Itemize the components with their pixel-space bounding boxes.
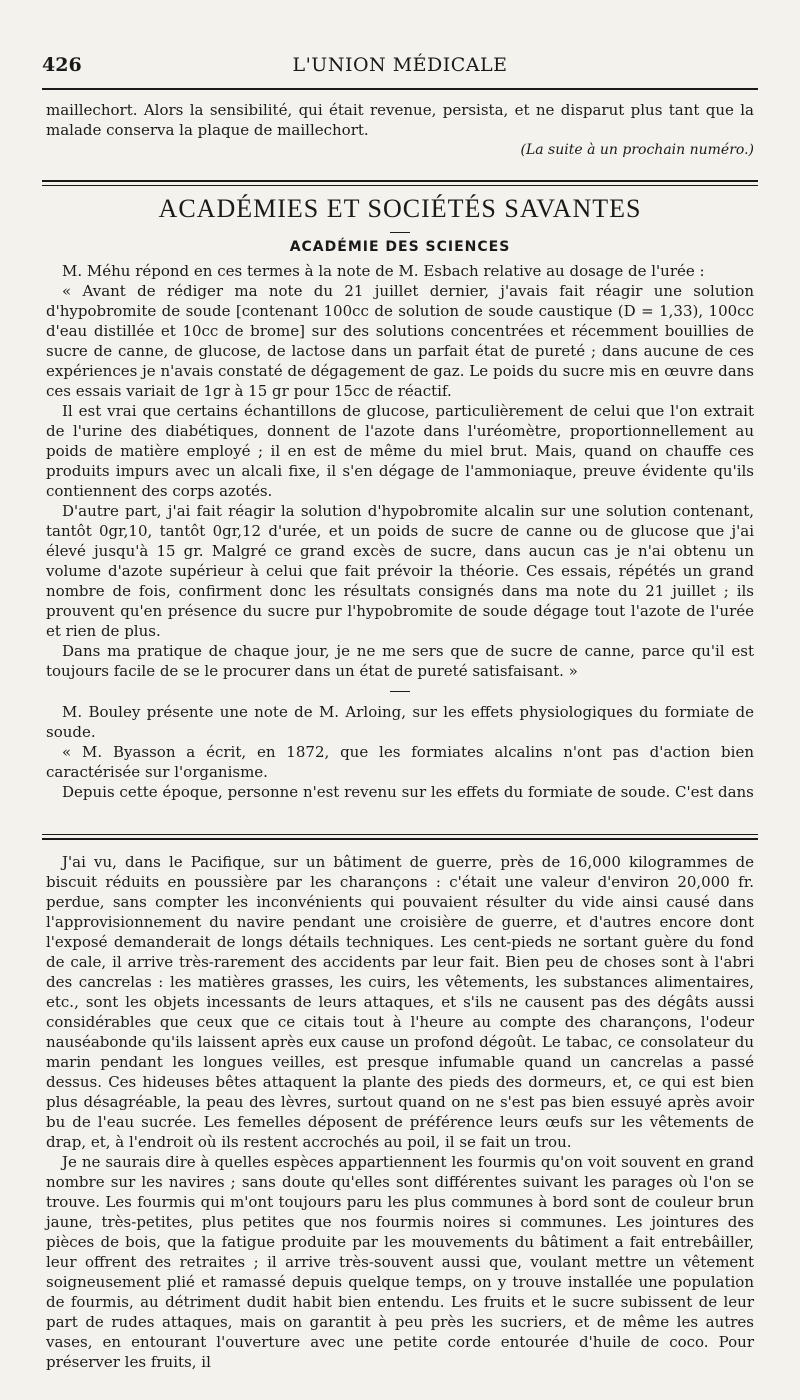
paragraph-1: M. Méhu répond en ces termes à la note de M. Esbach relative au dosage de l'urée :	[62, 262, 705, 280]
continuation-text: maillechort. Alors la sensibilité, qui était revenue, persista, et ne disparut plus tant que la malade conserva la plaque de maillechort.	[46, 101, 754, 139]
section-title: ACADÉMIES ET SOCIÉTÉS SAVANTES	[158, 194, 642, 223]
paragraph-8: Depuis cette époque, personne n'est revenu sur les effets du formiate de soude. C'est dans	[62, 783, 754, 801]
page-number: 426	[42, 54, 82, 76]
title-dash	[390, 232, 410, 233]
paragraph-4: D'autre part, j'ai fait réagir la solution d'hypobromite alcalin sur une solution contenant, tantôt 0gr,10, tantôt 0gr,12 d'urée, et un poids de sucre de canne ou de glucose que j'ai élevé jusqu'à 15 gr. Malgré ce grand excès de sucre, dans aucun cas je n'ai obtenu un volume d'azote supérieur à celui que fait prévoir la théorie. Ces essais, répétés un grand nombre de fois, confirment donc les résultats consignés dans ma note du 21 juillet ; ils prouvent qu'en présence du sucre pur l'hypobromite de soude dégage tout l'azote de l'urée et rien de plus.	[46, 502, 754, 640]
section-rule-bottom	[42, 185, 758, 186]
paragraph-2: « Avant de rédiger ma note du 21 juillet dernier, j'avais fait réagir une solution d'hypobromite de soude [contenant 100cc de solution de soude caustique (D = 1,33), 100cc d'eau distillée et 10cc de brome] sur des solutions concentrées et récemment bouillies de sucre de canne, de glucose, de lactose dans un parfait état de pureté ; dans aucune de ces expériences je n'avais constaté de dégagement de gaz. Le poids du sucre mis en œuvre dans ces essais variait de 1gr à 15 gr pour 15cc de réactif.	[46, 282, 754, 400]
feuilleton-rule-bottom	[42, 838, 758, 840]
section-subtitle: ACADÉMIE DES SCIENCES	[289, 239, 511, 255]
feuilleton-rule-top	[42, 834, 758, 835]
paragraph-3: Il est vrai que certains échantillons de glucose, particulièrement de celui que l'on extrait de l'urine des diabétiques, donnent de l'azote dans l'uréomètre, proportionnellement au poids de matière employé ; il en est de même du miel brut. Mais, quand on chauffe ces produits impurs avec un alcali fixe, il s'en dégage de l'ammoniaque, preuve évidente qu'ils contiennent des corps azotés.	[46, 402, 754, 500]
section-block	[46, 194, 754, 802]
feuilleton-paragraph-2: Je ne saurais dire à quelles espèces appartiennent les fourmis qu'on voit souvent en grand nombre sur les navires ; sans doute qu'elles sont différentes suivant les parages où l'on se trouve. Les fourmis qui m'ont toujours paru les plus communes à bord sont de couleur brun jaune, très-petites, plus petites que nos fourmis noires si communes. Les jointures des pièces de bois, que la fatigue produite par les mouvements du bâtiment a fait entrebâiller, leur offrent des retraites ; il arrive très-souvent aussi que, voulant mettre un vêtement soigneusement plié et ramassé depuis quelque temps, on y trouve installée une population de fourmis, au détriment dudit habit bien entendu. Les fruits et le sucre subissent de leur part de rudes attaques, mais on garantit à peu près les sucriers, et de même les autres vases, en entourant l'ouverture avec une petite corde entourée d'huile de coco. Pour préserver les fruits, il	[46, 1153, 754, 1371]
suite-note: (La suite à un prochain numéro.)	[520, 142, 754, 158]
header-rule	[42, 88, 758, 90]
top-block	[46, 100, 754, 160]
running-head: L'UNION MÉDICALE	[292, 54, 508, 76]
paragraph-6: M. Bouley présente une note de M. Arloing, sur les effets physiologiques du formiate de soude.	[46, 703, 754, 741]
feuilleton-paragraph-1: J'ai vu, dans le Pacifique, sur un bâtiment de guerre, près de 16,000 kilogrammes de biscuit réduits en poussière par les charançons : c'était une valeur d'environ 20,000 fr. perdue, sans compter les inconvénients qui pouvaient résulter du vide ainsi causé dans l'approvisionnement du navire pendant une croisière de guerre, et d'autres encore dont l'exposé demanderait de longs détails techniques. Les cent-pieds ne sortant guère du fond de cale, il arrive très-rarement des accidents par leur fait. Bien peu de choses sont à l'abri des cancrelas : les matières grasses, les cuirs, les vêtements, les substances alimentaires, etc., sont les objets incessants de leurs attaques, et s'ils ne causent pas des dégâts aussi considérables que ceux que ce citais tout à l'heure au compte des charançons, l'odeur nauséabonde qu'ils laissent après eux cause un profond dégoût. Le tabac, ce consolateur du marin pendant les longues veilles, est presque infumable quand un cancrelas a passé dessus. Ces hideuses bêtes attaquent la plante des pieds des dormeurs, et, ce qui est bien plus désagréable, la peau des lèvres, surtout quand on ne s'est pas bien essuyé après avoir bu de l'eau sucrée. Les femelles déposent de préférence leurs œufs sur les vêtements de drap, et, à l'endroit où ils restent accrochés au poil, il se fait un trou.	[46, 853, 754, 1151]
section-rule-top	[42, 180, 758, 182]
paragraph-7: « M. Byasson a écrit, en 1872, que les formiates alcalins n'ont pas d'action bien caractérisée sur l'organisme.	[46, 743, 754, 781]
paragraph-5: Dans ma pratique de chaque jour, je ne me sers que de sucre de canne, parce qu'il est toujours facile de se le procurer dans un état de pureté satisfaisant. »	[46, 642, 754, 680]
separator-dash	[390, 691, 410, 692]
feuilleton-block	[46, 852, 754, 1372]
